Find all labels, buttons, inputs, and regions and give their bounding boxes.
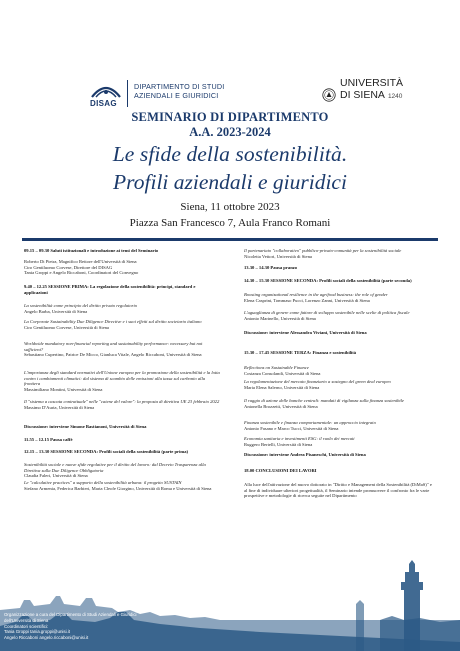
talk-speaker: Antonio Fasano e Marco Tucci, Università di Siena — [244, 425, 339, 431]
talk-item — [24, 462, 220, 479]
talk-title: Economia sanitaria e investimenti ESG: il ruolo dei mercati — [244, 436, 355, 441]
university-line-1: UNIVERSITÀ — [340, 77, 404, 89]
discussion-two: Discussione: interviene Alessandra Viviani, Università di Siena — [244, 330, 367, 335]
speaker: Ciro Gentiluomo Corvese, Direttore del DISAG — [24, 264, 113, 270]
session-one-heading: 9.40 – 12.25 SESSIONE PRIMA: La regolazione della sostenibilità: principi, standard e applicazioni — [24, 284, 196, 295]
talk-speaker: Angelo Barba, Università di Siena — [24, 308, 88, 314]
talk-title: Il "sistema a cascata contrattuale" nelle "catene del valore": la proposta di direttiva UE 23 febbraio 2022 — [24, 399, 220, 404]
talk-speaker: Maria Elena Salerno, Università di Siena — [244, 384, 320, 390]
talk-item — [244, 292, 436, 303]
event-place: Piazza San Francesco 7, Aula Franco Romani — [129, 217, 331, 229]
talk-item — [244, 310, 436, 321]
talk-title: Sostenibilità sociale e nuove sfide regolative per il diritto del lavoro: dal Decreto Trasparenza alla Direttiva sulla Due Diligence Obbligatoria — [24, 462, 206, 473]
footer-contact-link[interactable]: Angelo Riccaboni angelo.riccaboni@unisi.it — [4, 635, 89, 641]
talk-item — [244, 365, 436, 376]
main-title-line-1: Le sfide della sostenibilità. — [112, 142, 348, 166]
talk-speaker: Nicoletta Vettori, Università di Siena — [244, 253, 312, 259]
talk-speaker: Ruggero Bertelli, Università di Siena — [244, 441, 313, 447]
disag-wordmark: DISAG — [90, 99, 117, 108]
talk-speaker: Costanza Consolandi, Università di Siena — [244, 370, 321, 376]
discussion-one: Discussione: interviene Simone Bastianoni, Università di Siena — [24, 424, 147, 429]
footer-line: dell'Università di Siena — [4, 617, 49, 623]
talk-speaker: Massimiliano Montini, Università di Siena — [24, 387, 103, 393]
talk-title: La sostenibilità come principio del diritto privato regolatorio — [24, 303, 138, 308]
university-logo — [322, 76, 412, 110]
seminar-title: SEMINARIO DI DIPARTIMENTO — [131, 110, 329, 124]
lunch-break: 13.30 – 14.30 Pausa pranzo — [244, 265, 298, 270]
talk-item — [24, 370, 220, 393]
university-line-2: DI SIENA — [340, 89, 385, 101]
academic-year: A.A. 2023-2024 — [189, 125, 271, 139]
talk-item — [244, 379, 436, 390]
session-three-heading: 15.30 – 17.45 SESSIONE TERZA: Finanza e sostenibilità — [244, 350, 357, 355]
talk-title: L'uguaglianza di genere come fattore di sviluppo sostenibile nelle scelte di politica fiscale — [244, 310, 410, 315]
talk-speaker: Claudia Faleri, Università di Siena — [24, 473, 88, 479]
department-name — [134, 82, 224, 100]
talk-item — [24, 480, 220, 491]
talk-title: Il raggio di azione delle banche centrali: mandati di vigilanza sulla finanza sostenibile — [244, 398, 405, 403]
opening-heading: 09.15 – 09.30 Saluti istituzionali e introduzione ai temi del Seminario — [24, 248, 159, 253]
siena-seal-icon — [322, 88, 336, 102]
talk-speaker: Ciro Gentiluomo Corvese, Università di Siena — [24, 324, 109, 330]
talk-item — [244, 436, 436, 447]
footer-contact-link[interactable]: Tania Groppi tania.groppi@unisi.it — [4, 629, 70, 635]
talk-speaker: Antonella Brozzetti, Università di Siena — [244, 403, 318, 409]
department-line-2: AZIENDALI E GIURIDICI — [134, 91, 219, 100]
organization-footer — [4, 612, 137, 641]
talk-title: Finanza sostenibile e finanza comportamentale: un approccio integrato — [244, 420, 376, 425]
coffee-break: 11.55 – 12.15 Pausa caffè — [24, 437, 73, 442]
talk-item — [24, 399, 220, 410]
talk-item — [24, 319, 220, 330]
footer-line: Organizzazione a cura del Dipartimento di Studi Aziendali e Giuridici — [4, 612, 137, 617]
discussion-three: Discussione: interviene Andrea Pisaneschi, Università di Siena — [244, 452, 366, 457]
talk-title: Boosting organizational resilience in the agrifood business: the role of gender — [244, 292, 388, 297]
talk-item — [24, 303, 220, 314]
session-two-b-heading: 14.30 – 15.30 SESSIONE SECONDA: Profili sociali della sostenibilità (parte seconda) — [244, 278, 412, 283]
university-name — [340, 77, 403, 103]
university-year: 1240 — [387, 93, 403, 100]
talk-item — [244, 398, 436, 409]
talk-title: Il partenariato "collaborativo" pubblico-privato-comunità per la sostenibilità sociale — [244, 248, 402, 253]
conclusions-heading: 18.00 CONCLUSIONI DEI LAVORI — [244, 468, 317, 473]
disag-logo — [90, 79, 290, 109]
talk-speaker: Elena Casprini, Tommaso Pucci, Lorenzo Zanni, Università di Siena — [244, 297, 370, 303]
talk-title: La regolamentazione del mercato finanziario a sostegno del green deal europeo — [244, 379, 391, 384]
talk-title: L'importanza degli standard normativi dell'Unione europea per la promozione della sostenibilità e la lotta contro i cambiamenti climatici: dal sistema di scambio delle emissioni alla tassa sul carbonio alla frontiera — [24, 370, 220, 387]
talk-item — [244, 420, 436, 431]
main-title-line-2: Profili aziendali e giuridici — [113, 170, 347, 194]
speaker: Tania Groppi e Angelo Riccaboni, Coordinatori del Convegno — [24, 270, 139, 276]
talk-title: Worldwide mandatory non-financial reporting and sustainability performance: necessary but not sufficient? — [24, 341, 203, 352]
department-line-1: DIPARTIMENTO DI STUDI — [134, 82, 225, 91]
opening-block — [24, 248, 220, 254]
talk-speaker: Sebastiano Cupertino, Patrice De Micco, Gianluca Vitale, Angelo Riccaboni, Università di Siena — [24, 352, 202, 358]
footer-line: Coordinatori scientifici: — [4, 623, 49, 629]
talk-title: Le "calculative practices" a supporto della sostenibilità urbana: il progetto SUSTAIN — [24, 480, 182, 485]
conclusions-text: Alla luce dell'attivazione del nuovo dottorato in "Diritto e Management della Sostenibilità (DiMaS)" e al fine di individuare ulteriori progettualità, il Seminario intende promuovere il confronto fra le varie prospettive e metodologie di ricerca seguite nel Dipartimento — [244, 482, 432, 499]
opening-speakers — [24, 259, 220, 276]
talk-title: Reflections on Sustainable Finance — [244, 365, 309, 370]
logo-divider — [127, 80, 128, 107]
talk-title: La Corporate Sustainability Due Diligence Directive e i suoi effetti sul diritto societario italiano — [24, 319, 202, 324]
speaker: Roberto Di Pietra, Magnifico Rettore dell'Università di Siena — [24, 259, 137, 264]
title-divider — [22, 238, 438, 241]
talk-item — [24, 341, 220, 358]
event-date: Siena, 11 ottobre 2023 — [180, 201, 280, 213]
talk-item — [244, 248, 436, 259]
talk-speaker: Massimo D'Auria, Università di Siena — [24, 404, 95, 410]
talk-speaker: Antonio Marinello, Università di Siena — [244, 315, 316, 321]
session-two-a-heading: 12.15 – 13.30 SESSIONE SECONDA: Profili sociali della sostenibilità (parte prima) — [24, 449, 189, 454]
talk-speaker: Stefano Armenia, Federica Barbieri, Maria Cleofe Giorgino, Università di Roma e Università di Siena — [24, 485, 212, 491]
